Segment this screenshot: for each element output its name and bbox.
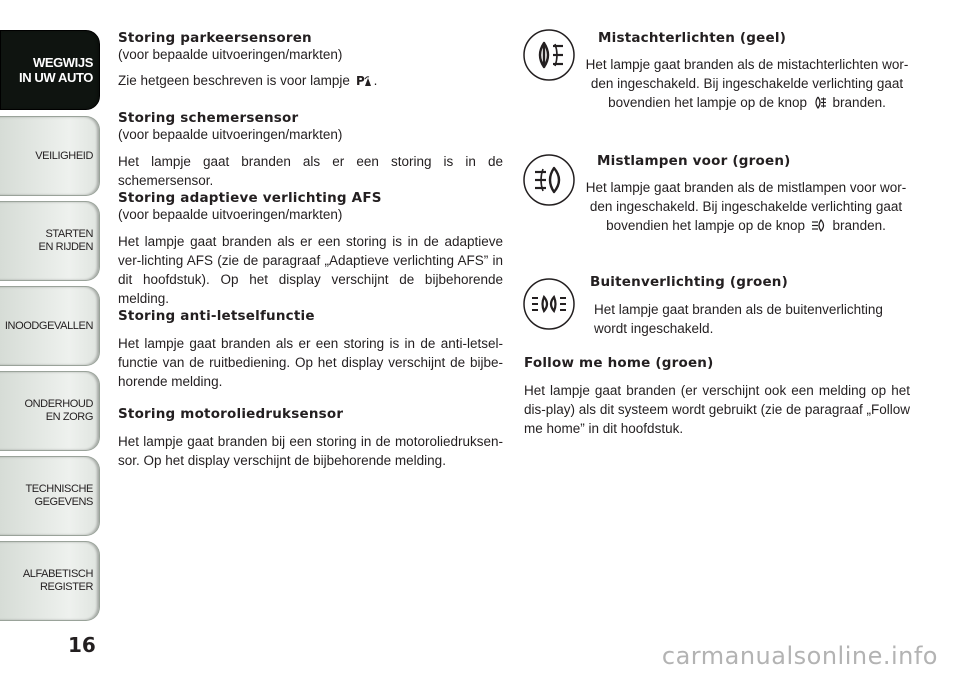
text-part: Het lampje gaat branden als de mistachterlichten wor-den ingeschakeld. Bij ingeschakelde verlichting gaat bovendien het lampje op de knop [585,57,909,110]
heading-schemersensor: Storing schemersensor [118,110,299,126]
tab-noodgevallen[interactable]: INOODGEVALLEN [0,286,100,366]
heading-afs: Storing adaptieve verlichting AFS [118,190,382,206]
text-mistlampen [582,178,910,235]
heading-mistlampen: Mistlampen voor (groen) [597,153,791,169]
text-mistachterlichten [584,55,910,112]
text-schemersensor: Het lampje gaat branden als er een storing is in de schemersensor. [118,154,503,188]
sub-parkeersensoren: (voor bepaalde uitvoeringen/markten) [118,47,343,62]
text-part: Zie hetgeen beschreven is voor lampje [118,73,354,88]
text-parkeersensoren [118,71,498,90]
rear-fog-button-icon [813,96,827,109]
svg-text:P: P [355,74,365,87]
tab-onderhoud[interactable]: ONDERHOUD EN ZORG [0,371,100,451]
text-afs: Het lampje gaat branden als er een storing is in de adaptieve ver-lichting AFS (zie de paragraaf „Adaptieve verlichting AFS” in dit hoofdstuk). Op het display verschijnt de bijbehorende melding. [118,234,503,306]
text-motoroliedruk: Het lampje gaat branden bij een storing in de motoroliedruksen-sor. Op het display verschijnt de bijbehorende melding. [118,434,503,468]
exterior-lights-icon [522,277,576,331]
heading-mistachterlichten: Mistachterlichten (geel) [598,30,787,46]
tab-starten[interactable]: STARTEN EN RIJDEN [0,201,100,281]
tab-register[interactable]: ALFABETISCH REGISTER [0,541,100,621]
tab-technische[interactable]: TECHNISCHE GEGEVENS [0,456,100,536]
tab-wegwijs[interactable]: WEGWIJS IN UW AUTO [0,30,100,110]
front-fog-button-icon [811,219,827,232]
parking-sensor-icon [356,73,372,87]
page-number: 16 [68,633,96,657]
text-part: branden. [828,95,886,110]
heading-follow-me-home: Follow me home (groen) [524,355,714,371]
tab-veiligheid[interactable]: VEILIGHEID [0,116,100,196]
text-anti-letsel: Het lampje gaat branden als er een storing is in de anti-letsel-functie van de ruitbediening. Op het display verschijnt de bijbe-horende melding. [118,336,503,389]
sub-afs: (voor bepaalde uitvoeringen/markten) [118,207,343,222]
watermark: carmanualsonline.info [661,642,938,670]
heading-buitenverlichting: Buitenverlichting (groen) [590,274,788,290]
front-fog-light-icon [522,153,576,207]
heading-anti-letsel: Storing anti-letselfunctie [118,308,315,324]
text-follow-me-home: Het lampje gaat branden (er verschijnt ook een melding op het dis-play) als dit systeem wordt gebruikt (zie de paragraaf „Follow me home” in dit hoofdstuk. [524,383,910,436]
heading-parkeersensoren: Storing parkeersensoren [118,30,312,46]
sub-schemersensor: (voor bepaalde uitvoeringen/markten) [118,127,343,142]
text-part: . [373,73,378,88]
text-buitenverlichting: Het lampje gaat branden als de buitenverlichting wordt ingeschakeld. [594,302,883,336]
text-part: Het lampje gaat branden als de mistlampen voor wor-den ingeschakeld. Bij ingeschakelde verlichting gaat bovendien het lampje op de knop [585,180,907,233]
rear-fog-light-icon [522,28,576,82]
heading-motoroliedruk: Storing motoroliedruksensor [118,406,344,422]
text-part: branden. [828,218,886,233]
